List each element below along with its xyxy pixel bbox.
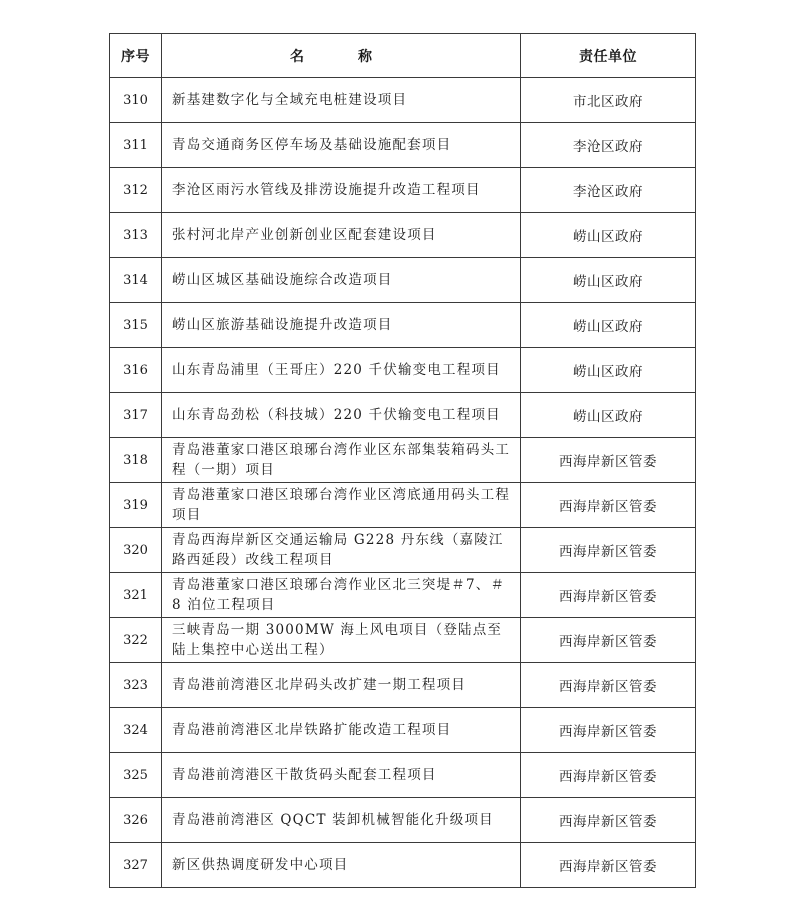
row-number: 312 xyxy=(110,168,162,213)
table-row xyxy=(110,663,696,708)
project-name: 青岛西海岸新区交通运输局 G228 丹东线（嘉陵江路西延段）改线工程项目 xyxy=(162,528,521,573)
table-row xyxy=(110,843,696,888)
project-name: 青岛港董家口港区琅琊台湾作业区北三突堤＃7、＃8 泊位工程项目 xyxy=(162,573,521,618)
project-name: 青岛港前湾港区北岸码头改扩建一期工程项目 xyxy=(162,663,521,708)
responsible-unit: 崂山区政府 xyxy=(521,303,696,348)
responsible-unit: 李沧区政府 xyxy=(521,168,696,213)
table-row xyxy=(110,393,696,438)
row-number: 322 xyxy=(110,618,162,663)
project-name: 青岛港董家口港区琅琊台湾作业区东部集装箱码头工程（一期）项目 xyxy=(162,438,521,483)
responsible-unit: 市北区政府 xyxy=(521,78,696,123)
table-row xyxy=(110,753,696,798)
row-number: 327 xyxy=(110,843,162,888)
row-number: 311 xyxy=(110,123,162,168)
table-row xyxy=(110,798,696,843)
responsible-unit: 西海岸新区管委 xyxy=(521,708,696,753)
row-number: 321 xyxy=(110,573,162,618)
project-name: 青岛港前湾港区 QQCT 装卸机械智能化升级项目 xyxy=(162,798,521,843)
responsible-unit: 西海岸新区管委 xyxy=(521,573,696,618)
row-number: 326 xyxy=(110,798,162,843)
project-table xyxy=(109,33,696,888)
project-name: 张村河北岸产业创新创业区配套建设项目 xyxy=(162,213,521,258)
table-row xyxy=(110,348,696,393)
row-number: 314 xyxy=(110,258,162,303)
row-number: 317 xyxy=(110,393,162,438)
header-responsible-unit: 责任单位 xyxy=(521,34,696,78)
table-row xyxy=(110,438,696,483)
table-row xyxy=(110,618,696,663)
row-number: 310 xyxy=(110,78,162,123)
table-row xyxy=(110,528,696,573)
table-row xyxy=(110,258,696,303)
responsible-unit: 西海岸新区管委 xyxy=(521,528,696,573)
responsible-unit: 西海岸新区管委 xyxy=(521,798,696,843)
responsible-unit: 西海岸新区管委 xyxy=(521,843,696,888)
header-project-name: 名 称 xyxy=(162,34,521,78)
responsible-unit: 西海岸新区管委 xyxy=(521,618,696,663)
responsible-unit: 崂山区政府 xyxy=(521,258,696,303)
responsible-unit: 崂山区政府 xyxy=(521,393,696,438)
project-name: 崂山区旅游基础设施提升改造项目 xyxy=(162,303,521,348)
table-row xyxy=(110,123,696,168)
responsible-unit: 西海岸新区管委 xyxy=(521,663,696,708)
responsible-unit: 崂山区政府 xyxy=(521,348,696,393)
project-name: 山东青岛劲松（科技城）220 千伏输变电工程项目 xyxy=(162,393,521,438)
row-number: 323 xyxy=(110,663,162,708)
table-row xyxy=(110,573,696,618)
table-row xyxy=(110,78,696,123)
row-number: 313 xyxy=(110,213,162,258)
responsible-unit: 崂山区政府 xyxy=(521,213,696,258)
row-number: 324 xyxy=(110,708,162,753)
row-number: 315 xyxy=(110,303,162,348)
responsible-unit: 西海岸新区管委 xyxy=(521,438,696,483)
row-number: 318 xyxy=(110,438,162,483)
project-name: 崂山区城区基础设施综合改造项目 xyxy=(162,258,521,303)
responsible-unit: 西海岸新区管委 xyxy=(521,483,696,528)
project-name: 新区供热调度研发中心项目 xyxy=(162,843,521,888)
row-number: 316 xyxy=(110,348,162,393)
row-number: 320 xyxy=(110,528,162,573)
row-number: 319 xyxy=(110,483,162,528)
table-row xyxy=(110,708,696,753)
project-name: 山东青岛浦里（王哥庄）220 千伏输变电工程项目 xyxy=(162,348,521,393)
responsible-unit: 西海岸新区管委 xyxy=(521,753,696,798)
responsible-unit: 李沧区政府 xyxy=(521,123,696,168)
header-serial-number: 序号 xyxy=(110,34,162,78)
table-header-row xyxy=(110,34,696,78)
project-name: 青岛港前湾港区北岸铁路扩能改造工程项目 xyxy=(162,708,521,753)
project-name: 新基建数字化与全域充电桩建设项目 xyxy=(162,78,521,123)
project-name: 青岛交通商务区停车场及基础设施配套项目 xyxy=(162,123,521,168)
project-name: 青岛港董家口港区琅琊台湾作业区湾底通用码头工程项目 xyxy=(162,483,521,528)
table-row xyxy=(110,168,696,213)
project-name: 青岛港前湾港区干散货码头配套工程项目 xyxy=(162,753,521,798)
project-name: 三峡青岛一期 3000MW 海上风电项目（登陆点至陆上集控中心送出工程） xyxy=(162,618,521,663)
table-row xyxy=(110,483,696,528)
project-name: 李沧区雨污水管线及排涝设施提升改造工程项目 xyxy=(162,168,521,213)
table-row xyxy=(110,303,696,348)
table-row xyxy=(110,213,696,258)
row-number: 325 xyxy=(110,753,162,798)
